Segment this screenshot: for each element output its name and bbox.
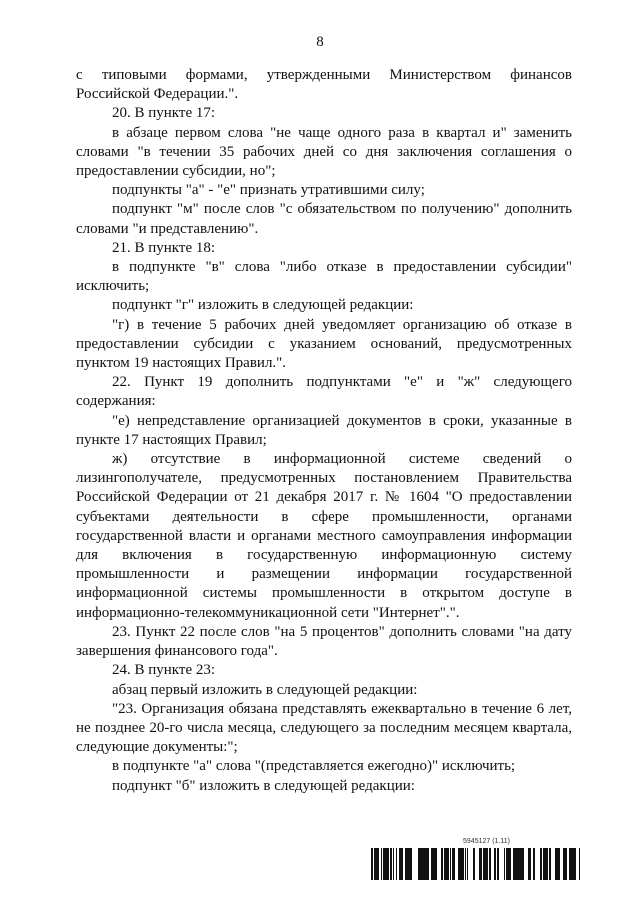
- paragraph: "г) в течение 5 рабочих дней уведомляет организацию об отказе в предоставлении субсидии с указанием оснований, предусмотренных пунктом 19 настоящих Правил.".: [76, 316, 572, 372]
- paragraph: 24. В пункте 23:: [112, 662, 216, 679]
- paragraph: 22. Пункт 19 дополнить подпунктами "е" и "ж" следующего содержания:: [76, 374, 572, 410]
- paragraph: ж) отсутствие в информационной системе сведений о лизингополучателе, предусмотренных постановлением Правительства Российской Федерации от 21 декабря 2017 г. № 1604 "О предоставлении субъектами деятельности в сфере промышленности, органами государственной власти и органами местного самоуправления информации для включения в государственную информационную систему промышленности и размещении информации государственной информационной системы промышленности в открытом доступе в информационно-телекоммуникационной сети "Интернет".".: [76, 451, 572, 621]
- paragraph: подпункты "а" - "е" признать утратившими силу;: [112, 182, 425, 199]
- barcode-caption: 5945127 (1.11): [463, 838, 510, 845]
- page-number: 8: [316, 34, 324, 50]
- paragraph: 23. Пункт 22 после слов "на 5 процентов" дополнить словами "на дату завершения финансового года".: [76, 623, 572, 660]
- paragraph: "е) непредставление организацией документов в сроки, указанные в пункте 17 настоящих Правил;: [76, 412, 572, 448]
- paragraph: "23. Организация обязана представлять ежеквартально в течение 6 лет, не позднее 20-го числа месяца, следующего за последним месяцем квартала, следующие документы:";: [76, 700, 572, 756]
- paragraph: подпункт "б" изложить в следующей редакции:: [112, 777, 415, 794]
- paragraph: в подпункте "а" слова "(представляется ежегодно)" исключить;: [112, 758, 516, 775]
- paragraph: 20. В пункте 17:: [112, 105, 216, 122]
- paragraph: абзац первый изложить в следующей редакции:: [112, 681, 418, 698]
- barcode: [370, 848, 580, 880]
- paragraph: в абзаце первом слова "не чаще одного раза в квартал и" заменить словами "в течении 35 рабочих дней со дня заключения соглашения о предоставлении субсидии, но";: [76, 124, 572, 180]
- paragraph: подпункт "м" после слов "с обязательством по получению" дополнить словами "и представлению".: [76, 201, 572, 237]
- paragraph: 21. В пункте 18:: [112, 239, 216, 256]
- paragraph: подпункт "г" изложить в следующей редакции:: [112, 297, 414, 314]
- document-body: [76, 66, 572, 796]
- paragraph: с типовыми формами, утвержденными Министерством финансов Российской Федерации.".: [76, 67, 572, 103]
- paragraph: в подпункте "в" слова "либо отказе в предоставлении субсидии" исключить;: [76, 259, 572, 295]
